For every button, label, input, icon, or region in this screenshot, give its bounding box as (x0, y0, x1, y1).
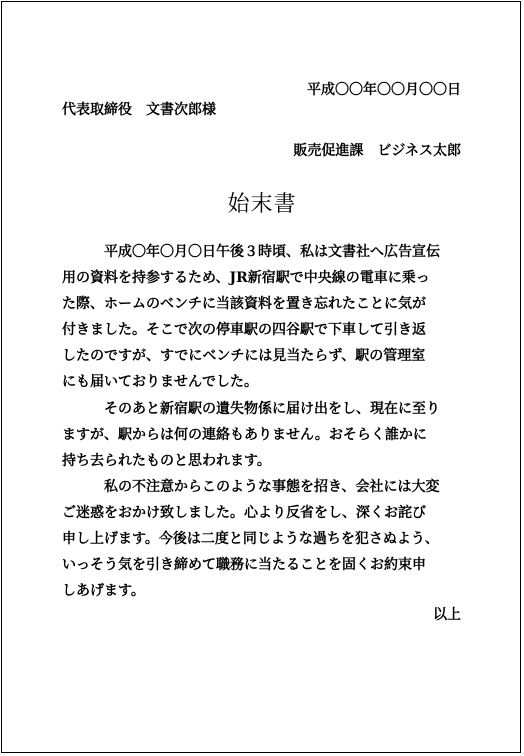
body-line: にも届いておりませんでした。 (62, 374, 258, 391)
body-line: いっそう気を引き締めて職務に当たることを固くお約束申 (62, 557, 426, 574)
body-line: 持ち去られたものと思われます。 (62, 452, 271, 469)
document-page (1, 1, 521, 753)
recipient-name: 代表取締役 文書次郎様 (62, 102, 216, 118)
body-line: 用の資料を持参するため、JR新宿駅で中央線の電車に乗っ (62, 270, 430, 287)
body-line: ご迷惑をおかけ致しました。心より反省をし、深くお詫び (62, 504, 426, 521)
body-line: 平成〇年〇月〇日午後３時頃、私は文書社へ広告宣伝 (104, 244, 440, 260)
closing-mark: 以上 (433, 607, 461, 623)
document-title: 始末書 (227, 192, 297, 217)
body-line: しあげます。 (62, 583, 145, 600)
document-body (62, 239, 467, 604)
sender-name: 販売促進課 ビジネス太郎 (293, 143, 461, 159)
document-date: 平成〇〇年〇〇月〇〇日 (307, 82, 461, 98)
body-line: ますが、駅からは何の連絡もありません。おそらく誰かに (62, 426, 427, 443)
body-line: したのですが、すでにベンチには見当たらず、駅の管理室 (62, 348, 426, 365)
body-line: 申し上げます。今後は二度と同じような過ちを犯さぬよう、 (62, 531, 439, 548)
body-line: 付きました。そこで次の停車駅の四谷駅で下車して引き返 (62, 322, 426, 339)
body-line: そのあと新宿駅の遺失物係に届け出をし、現在に至り (104, 400, 440, 417)
body-line: た際、ホームのベンチに当該資料を置き忘れたことに気が (62, 296, 426, 313)
body-line: 私の不注意からこのような事態を招き、会社には大変 (104, 478, 440, 495)
